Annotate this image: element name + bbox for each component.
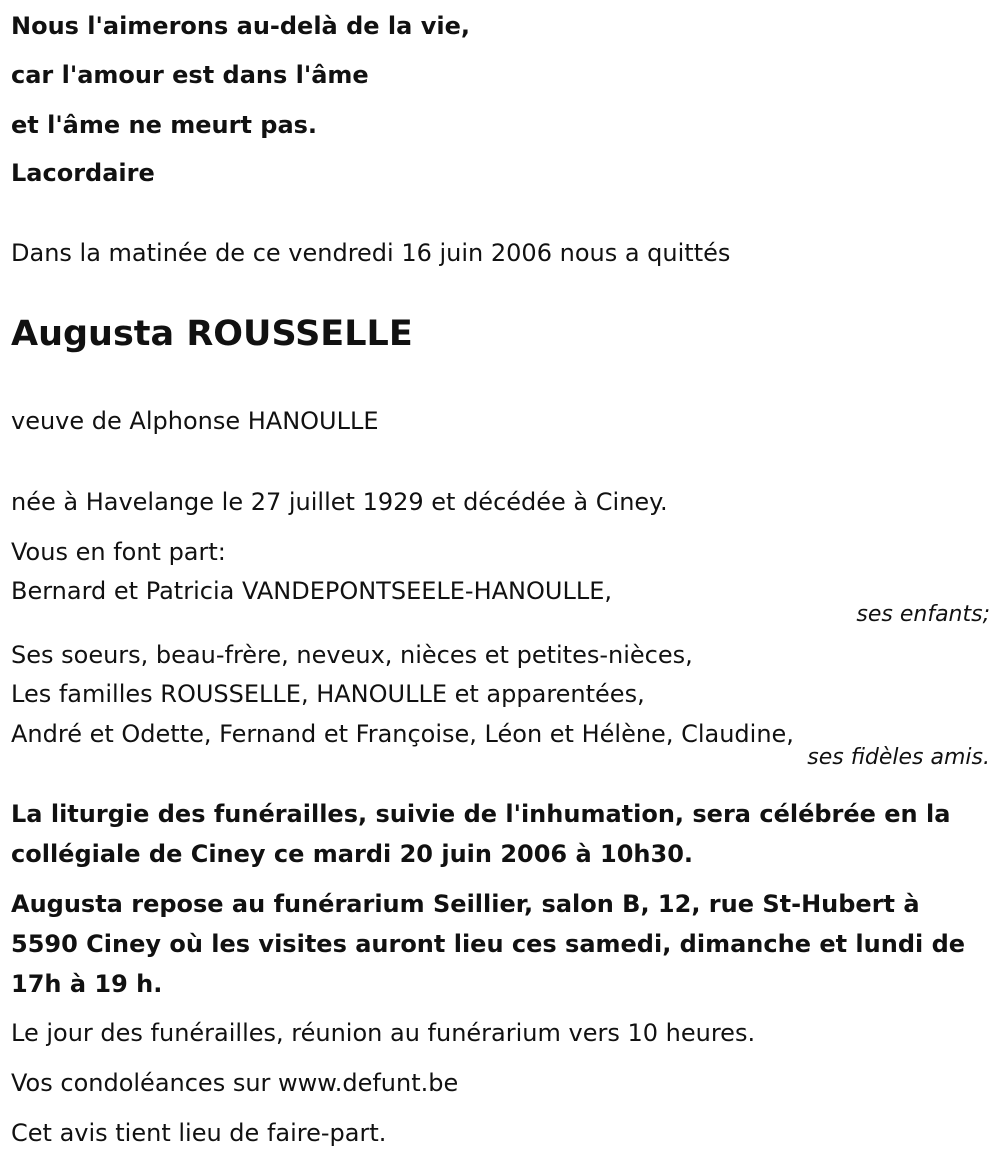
announcers-relatives: Ses soeurs, beau-frère, neveux, nièces et petites-nièces, [11, 641, 693, 669]
notice-line: Cet avis tient lieu de faire-part. [11, 1119, 387, 1147]
birth-death: née à Havelange le 27 juillet 1929 et décédée à Ciney. [11, 488, 668, 516]
epigraph-line-2: car l'amour est dans l'âme [11, 61, 369, 89]
epigraph-line-1: Nous l'aimerons au-delà de la vie, [11, 12, 470, 40]
announcers-families: Les familles ROUSSELLE, HANOULLE et apparentées, [11, 680, 645, 708]
epigraph-line-3: et l'âme ne meurt pas. [11, 111, 318, 139]
epigraph-author: Lacordaire [11, 159, 155, 187]
widow-of: veuve de Alphonse HANOULLE [11, 407, 379, 435]
children-role: ses enfants; [856, 602, 990, 627]
announcers-children: Bernard et Patricia VANDEPONTSEELE-HANOULLE, [11, 577, 612, 605]
announcers-heading: Vous en font part: [11, 538, 226, 566]
funeral-details: La liturgie des funérailles, suivie de l'inhumation, sera célébrée en la collégiale de Ciney ce mardi 20 juin 2006 à 10h30. [11, 800, 951, 868]
intro-text: Dans la matinée de ce vendredi 16 juin 2006 nous a quittés [11, 239, 731, 267]
condolences-line: Vos condoléances sur www.defunt.be [11, 1069, 459, 1097]
meeting-details: Le jour des funérailles, réunion au funérarium vers 10 heures. [11, 1019, 756, 1047]
deceased-name: Augusta ROUSSELLE [11, 314, 413, 354]
announcers-friends: André et Odette, Fernand et Françoise, Léon et Hélène, Claudine, [11, 720, 794, 748]
friends-role: ses fidèles amis. [807, 745, 990, 770]
rest-details: Augusta repose au funérarium Seillier, salon B, 12, rue St-Hubert à 5590 Ciney où les visites auront lieu ces samedi, dimanche et lundi de 17h à 19 h. [11, 890, 966, 998]
